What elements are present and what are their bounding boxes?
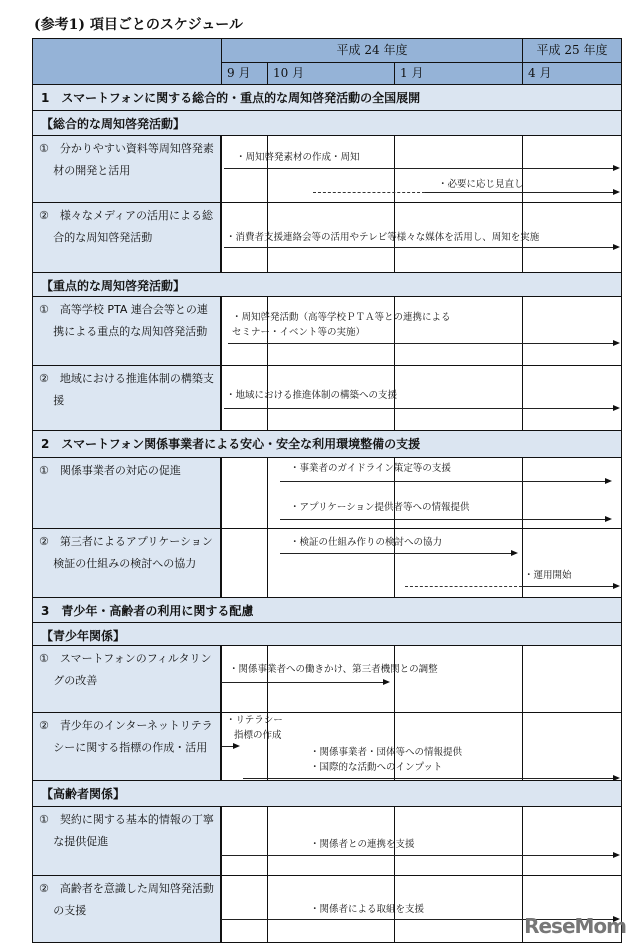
schedule-arrow	[224, 168, 618, 169]
schedule-note: ・アプリケーション提供者等への情報提供	[290, 502, 470, 513]
schedule-dashed-line	[405, 586, 522, 587]
schedule-arrow	[221, 855, 618, 856]
item-label-text: ② 地域における推進体制の構築支援	[39, 372, 214, 407]
month-gridline	[394, 135, 395, 273]
schedule-arrow	[280, 481, 610, 482]
schedule-note: ・消費者支援連絡会等の活用やテレビ等様々な媒体を活用し、周知を実施	[226, 232, 540, 243]
schedule-note: ・検証の仕組み作りの検討への協力	[290, 537, 443, 548]
schedule-arrow	[221, 682, 388, 683]
schedule-note: ・関係事業者への働きかけ、第三者機関との調整	[229, 664, 438, 675]
header-year-2013	[522, 38, 622, 63]
schedule-arrow	[280, 553, 516, 554]
schedule-note: ・関係者との連携を支援	[310, 839, 415, 850]
month-gridline	[522, 296, 523, 431]
schedule-note: ・地域における推進体制の構築への支援	[226, 390, 398, 401]
header-year-2012	[221, 38, 523, 63]
schedule-arrow	[224, 247, 618, 248]
header-month	[267, 62, 395, 85]
item-label-text: ② 高齢者を意識した周知啓発活動の支援	[39, 882, 214, 917]
month-gridline	[267, 806, 268, 943]
month-gridline	[522, 135, 523, 273]
section-heading: 1 スマートフォンに関する総合的・重点的な周知啓発活動の全国展開	[32, 84, 622, 111]
month-gridline	[394, 457, 395, 598]
subsection-heading: 【総合的な周知啓発活動】	[32, 110, 622, 136]
schedule-note: ・周知啓発活動（高等学校ＰＴＡ等との連携による	[232, 312, 451, 323]
month-gridline	[522, 457, 523, 598]
item-label-text: ② 第三者によるアプリケーション検証の仕組みの検討への協力	[39, 535, 213, 570]
schedule-note: ・関係者による取組を支援	[310, 904, 425, 915]
item-label	[32, 806, 221, 876]
schedule-arrow	[224, 408, 618, 409]
schedule-arrow	[222, 746, 238, 747]
item-label	[32, 875, 221, 943]
header-month	[221, 62, 268, 85]
item-label	[32, 528, 221, 598]
schedule-dashed-line	[313, 192, 425, 193]
section-heading: 2 スマートフォン関係事業者による安心・安全な利用環境整備の支援	[32, 430, 622, 458]
year-label: 平成 25 年度	[536, 43, 608, 57]
schedule-note: ・国際的な活動へのインプット	[310, 762, 443, 773]
month-label: 10 月	[273, 66, 305, 80]
item-label-text: ① 分かりやすい資料等周知啓発素材の開発と活用	[39, 142, 214, 177]
schedule-note: ・必要に応じ見直し	[438, 179, 524, 190]
subsection-heading: 【高齢者関係】	[32, 780, 622, 807]
subsection-heading: 【青少年関係】	[32, 622, 622, 646]
month-gridline	[267, 457, 268, 598]
month-gridline	[394, 806, 395, 943]
item-label	[32, 365, 221, 431]
month-label: 1 月	[400, 66, 424, 80]
section-heading: 3 青少年・高齢者の利用に関する配慮	[32, 597, 622, 623]
item-label	[32, 457, 221, 529]
schedule-cell	[221, 806, 622, 876]
schedule-note: セミナー・イベント等の実施）	[232, 327, 366, 338]
header-label-cell	[32, 38, 222, 85]
schedule-note: ・リテラシー	[226, 715, 283, 726]
schedule-note: ・周知啓発素材の作成・周知	[236, 152, 360, 163]
resemom-logo: ReseMom	[524, 914, 626, 938]
month-gridline	[522, 806, 523, 943]
month-gridline	[522, 645, 523, 781]
schedule-note: ・関係事業者・団体等への情報提供	[310, 747, 463, 758]
item-label-text: ① 高等学校 PTA 連合会等との連携による重点的な周知啓発活動	[39, 303, 208, 338]
header-month	[394, 62, 523, 85]
item-label	[32, 202, 221, 273]
year-label: 平成 24 年度	[336, 43, 408, 57]
item-label	[32, 712, 221, 781]
header-month	[522, 62, 622, 85]
item-label	[32, 135, 221, 203]
item-label-text: ① 関係事業者の対応の促進	[39, 464, 181, 477]
schedule-arrow	[425, 192, 618, 193]
schedule-arrow	[243, 778, 618, 779]
item-label-text: ② 青少年のインターネットリテラシーに関する指標の作成・活用	[39, 719, 213, 754]
item-label-text: ① 契約に関する基本的情報の丁寧な提供促進	[39, 813, 214, 848]
document-title: (参考1) 項目ごとのスケジュール	[34, 17, 244, 33]
item-label-text: ① スマートフォンのフィルタリングの改善	[39, 652, 212, 687]
item-label-text: ② 様々なメディアの活用による総合的な周知啓発活動	[39, 209, 213, 244]
schedule-note: ・運用開始	[524, 570, 572, 581]
item-label	[32, 296, 221, 366]
schedule-note: ・事業者のガイドライン策定等の支援	[290, 463, 451, 474]
schedule-cell	[221, 645, 622, 713]
schedule-arrow	[228, 343, 618, 344]
item-label	[32, 645, 221, 713]
schedule-arrow	[280, 519, 610, 520]
month-label: 9 月	[227, 66, 251, 80]
schedule-note: 指標の作成	[234, 730, 282, 741]
subsection-heading: 【重点的な周知啓発活動】	[32, 272, 622, 297]
month-label: 4 月	[528, 66, 552, 80]
schedule-arrow	[522, 586, 618, 587]
